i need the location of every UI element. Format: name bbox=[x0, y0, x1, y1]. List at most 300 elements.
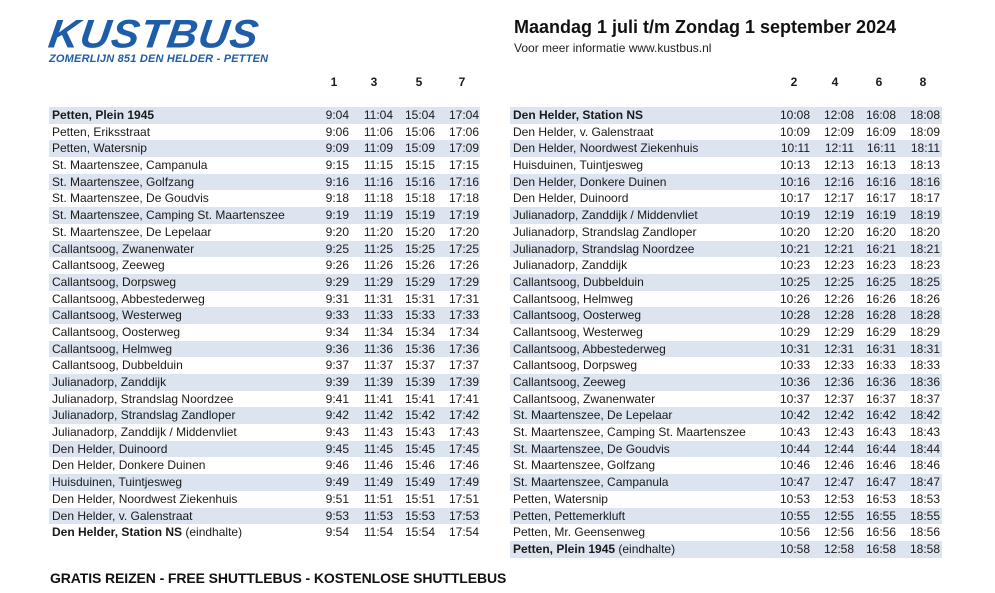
departure-time: 9:15 bbox=[325, 158, 349, 173]
departure-time: 11:51 bbox=[363, 491, 393, 506]
table-row bbox=[510, 224, 942, 241]
trip-number-header bbox=[49, 75, 480, 107]
departure-time: 16:44 bbox=[865, 441, 896, 456]
stop-name bbox=[52, 407, 235, 424]
departure-time: 11:29 bbox=[363, 274, 393, 289]
departure-time: 17:53 bbox=[448, 508, 479, 523]
departure-time: 17:09 bbox=[448, 141, 479, 156]
departure-time: 17:25 bbox=[448, 241, 479, 256]
departure-time: 12:20 bbox=[823, 224, 854, 239]
departure-time: 15:43 bbox=[404, 425, 435, 440]
departure-time: 12:11 bbox=[824, 141, 854, 156]
departure-time: 18:56 bbox=[909, 525, 940, 540]
stop-name bbox=[513, 307, 641, 324]
stop-name bbox=[52, 224, 211, 241]
departure-time: 12:31 bbox=[823, 341, 854, 356]
departure-time: 11:42 bbox=[363, 408, 393, 423]
departure-time: 18:09 bbox=[909, 124, 940, 139]
stop-label: Julianadorp, Strandslag Noordzee bbox=[52, 391, 234, 406]
kustbus-logo bbox=[45, 11, 279, 65]
stop-name bbox=[52, 441, 167, 458]
stop-label: Callantsoog, Helmweg bbox=[52, 341, 173, 356]
table-row bbox=[49, 291, 480, 308]
table-row bbox=[49, 457, 480, 474]
departure-time: 15:46 bbox=[404, 458, 435, 473]
departure-time: 15:37 bbox=[404, 358, 435, 373]
departure-time: 9:51 bbox=[325, 491, 349, 506]
departure-time: 18:26 bbox=[909, 291, 940, 306]
departure-time: 16:58 bbox=[865, 541, 896, 556]
stop-name bbox=[52, 374, 166, 391]
departure-time: 17:20 bbox=[448, 224, 479, 239]
stop-name bbox=[513, 224, 696, 241]
departure-time: 9:25 bbox=[325, 241, 349, 256]
departure-time: 18:13 bbox=[909, 158, 940, 173]
stop-name bbox=[513, 207, 698, 224]
departure-time: 12:29 bbox=[823, 324, 854, 339]
departure-time: 12:43 bbox=[823, 425, 854, 440]
table-row bbox=[510, 207, 942, 224]
stop-name bbox=[513, 241, 694, 258]
departure-time: 9:41 bbox=[325, 391, 349, 406]
departure-time: 12:46 bbox=[823, 458, 854, 473]
stop-name bbox=[513, 424, 746, 441]
departure-time: 11:43 bbox=[363, 425, 393, 440]
stop-label: Callantsoog, Dorpsweg bbox=[52, 274, 177, 289]
stop-name bbox=[52, 457, 205, 474]
stop-name bbox=[513, 157, 643, 174]
stop-name bbox=[513, 391, 655, 408]
table-row bbox=[510, 374, 942, 391]
departure-time: 10:31 bbox=[779, 341, 810, 356]
departure-time: 16:46 bbox=[865, 458, 896, 473]
departure-time: 11:53 bbox=[363, 508, 393, 523]
departure-time: 15:34 bbox=[404, 324, 435, 339]
stop-name bbox=[513, 441, 670, 458]
table-row bbox=[49, 124, 480, 141]
departure-time: 10:33 bbox=[779, 358, 810, 373]
table-row bbox=[510, 274, 942, 291]
stop-name bbox=[513, 140, 698, 157]
departure-time: 15:31 bbox=[404, 291, 435, 306]
departure-time: 16:11 bbox=[866, 141, 896, 156]
info-line: Voor meer informatie www.kustbus.nl bbox=[514, 41, 712, 55]
departure-time: 11:31 bbox=[363, 291, 393, 306]
stop-label: Julianadorp, Strandslag Zandloper bbox=[52, 408, 236, 423]
stop-label: Den Helder, Duinoord bbox=[52, 441, 168, 456]
departure-time: 15:26 bbox=[404, 258, 435, 273]
departure-time: 12:58 bbox=[823, 541, 854, 556]
departure-time: 16:25 bbox=[865, 274, 896, 289]
departure-time: 15:06 bbox=[404, 124, 435, 139]
stop-name bbox=[52, 107, 154, 124]
departure-time: 12:13 bbox=[823, 158, 854, 173]
stop-label: Julianadorp, Strandslag Zandloper bbox=[513, 224, 697, 239]
departure-time: 17:49 bbox=[448, 475, 479, 490]
departure-time: 15:15 bbox=[404, 158, 435, 173]
departure-time: 16:55 bbox=[865, 508, 896, 523]
departure-time: 9:26 bbox=[325, 258, 349, 273]
departure-time: 10:16 bbox=[779, 174, 810, 189]
table-row bbox=[49, 190, 480, 207]
stop-label: St. Maartenszee, Golfzang bbox=[52, 174, 195, 189]
timetable-rows bbox=[510, 107, 942, 558]
table-row bbox=[510, 324, 942, 341]
departure-time: 10:20 bbox=[779, 224, 810, 239]
departure-time: 11:04 bbox=[363, 108, 393, 122]
departure-time: 18:21 bbox=[909, 241, 940, 256]
departure-time: 10:55 bbox=[779, 508, 810, 523]
stop-name bbox=[513, 357, 637, 374]
departure-time: 16:09 bbox=[865, 124, 896, 139]
departure-time: 11:18 bbox=[363, 191, 393, 206]
departure-time: 16:33 bbox=[865, 358, 896, 373]
stop-label: Callantsoog, Abbestederweg bbox=[52, 291, 205, 306]
trip-number: 8 bbox=[919, 75, 927, 89]
stop-name bbox=[52, 424, 237, 441]
departure-time: 12:17 bbox=[823, 191, 854, 206]
departure-time: 11:26 bbox=[363, 258, 393, 273]
departure-time: 9:20 bbox=[325, 224, 349, 239]
departure-time: 18:46 bbox=[909, 458, 940, 473]
stop-name bbox=[52, 291, 205, 308]
departure-time: 12:47 bbox=[823, 475, 854, 490]
stop-name bbox=[513, 541, 675, 558]
departure-time: 15:09 bbox=[404, 141, 435, 156]
timetable-rows bbox=[49, 107, 480, 541]
stop-label: Callantsoog, Abbestederweg bbox=[513, 341, 666, 356]
free-travel-banner: GRATIS REIZEN - FREE SHUTTLEBUS - KOSTENLOSE SHUTTLEBUS bbox=[50, 570, 507, 586]
stop-label: Callantsoog, Dorpsweg bbox=[513, 358, 638, 373]
trip-number: 5 bbox=[415, 75, 423, 89]
table-row bbox=[49, 257, 480, 274]
departure-time: 15:42 bbox=[404, 408, 435, 423]
table-row bbox=[49, 140, 480, 157]
departure-time: 10:58 bbox=[779, 541, 810, 556]
table-row bbox=[49, 508, 480, 525]
stop-name bbox=[513, 291, 633, 308]
departure-time: 10:19 bbox=[779, 208, 810, 223]
stop-label: Julianadorp, Strandslag Noordzee bbox=[513, 241, 695, 256]
departure-time: 17:04 bbox=[448, 108, 479, 122]
stop-name bbox=[52, 124, 150, 141]
departure-time: 16:26 bbox=[865, 291, 896, 306]
stop-name bbox=[52, 274, 176, 291]
table-row bbox=[510, 357, 942, 374]
departure-time: 15:54 bbox=[404, 525, 435, 540]
departure-time: 12:53 bbox=[823, 491, 854, 506]
departure-time: 11:49 bbox=[363, 475, 393, 490]
departure-time: 11:06 bbox=[363, 124, 393, 139]
departure-time: 10:13 bbox=[779, 158, 810, 173]
departure-time: 10:56 bbox=[779, 525, 810, 540]
departure-time: 11:25 bbox=[363, 241, 393, 256]
stop-name bbox=[513, 407, 672, 424]
departure-time: 15:20 bbox=[404, 224, 435, 239]
stop-name bbox=[513, 124, 654, 141]
table-row bbox=[510, 474, 942, 491]
departure-time: 16:08 bbox=[865, 108, 896, 122]
departure-time: 18:16 bbox=[909, 174, 940, 189]
stop-name bbox=[513, 257, 627, 274]
departure-time: 16:42 bbox=[865, 408, 896, 423]
stop-label: St. Maartenszee, Campanula bbox=[513, 475, 669, 490]
stop-name bbox=[513, 457, 655, 474]
departure-time: 10:37 bbox=[779, 391, 810, 406]
table-row bbox=[510, 524, 942, 541]
departure-time: 18:19 bbox=[909, 208, 940, 223]
departure-time: 17:37 bbox=[448, 358, 479, 373]
departure-time: 12:09 bbox=[823, 124, 854, 139]
departure-time: 10:26 bbox=[779, 291, 810, 306]
departure-time: 17:41 bbox=[448, 391, 479, 406]
stop-name bbox=[52, 357, 183, 374]
departure-time: 15:51 bbox=[404, 491, 435, 506]
stop-name bbox=[513, 508, 625, 525]
stop-name bbox=[513, 107, 643, 124]
departure-time: 9:09 bbox=[325, 141, 349, 156]
departure-time: 11:16 bbox=[363, 174, 393, 189]
departure-time: 12:21 bbox=[823, 241, 854, 256]
table-row bbox=[49, 157, 480, 174]
departure-time: 11:20 bbox=[363, 224, 393, 239]
departure-time: 15:18 bbox=[404, 191, 435, 206]
departure-time: 9:18 bbox=[325, 191, 349, 206]
departure-time: 10:09 bbox=[779, 124, 810, 139]
table-row bbox=[510, 391, 942, 408]
departure-time: 12:36 bbox=[823, 375, 854, 389]
stop-label: Huisduinen, Tuintjesweg bbox=[52, 475, 183, 490]
departure-time: 17:33 bbox=[448, 308, 479, 323]
departure-time: 17:51 bbox=[448, 491, 479, 506]
trip-number: 1 bbox=[330, 75, 338, 89]
departure-time: 9:34 bbox=[325, 324, 349, 339]
departure-time: 18:36 bbox=[909, 375, 940, 389]
stop-label: Petten, Mr. Geensenweg bbox=[513, 525, 646, 540]
departure-time: 16:21 bbox=[865, 241, 896, 256]
trip-number: 3 bbox=[370, 75, 378, 89]
departure-time: 12:26 bbox=[823, 291, 854, 306]
table-row bbox=[510, 508, 942, 525]
table-row bbox=[49, 424, 480, 441]
table-row bbox=[49, 374, 480, 391]
departure-time: 10:43 bbox=[779, 425, 810, 440]
departure-time: 17:18 bbox=[448, 191, 479, 206]
departure-time: 10:17 bbox=[779, 191, 810, 206]
departure-time: 9:42 bbox=[325, 408, 349, 423]
table-row bbox=[510, 107, 942, 124]
departure-time: 15:49 bbox=[404, 475, 435, 490]
departure-time: 9:16 bbox=[325, 174, 349, 189]
departure-time: 9:45 bbox=[325, 441, 349, 456]
departure-time: 16:29 bbox=[865, 324, 896, 339]
stop-note: (eindhalte) bbox=[615, 541, 676, 556]
departure-time: 18:08 bbox=[909, 108, 940, 122]
table-row bbox=[510, 541, 942, 558]
stop-name bbox=[52, 257, 165, 274]
departure-time: 18:20 bbox=[909, 224, 940, 239]
departure-time: 17:43 bbox=[448, 425, 479, 440]
stop-label: Den Helder, Donkere Duinen bbox=[52, 458, 206, 473]
departure-time: 16:28 bbox=[865, 308, 896, 323]
departure-time: 9:29 bbox=[325, 274, 349, 289]
stop-label: Julianadorp, Zanddijk / Middenvliet bbox=[513, 208, 698, 223]
stop-label: Den Helder, Station NS bbox=[52, 525, 183, 540]
departure-time: 10:44 bbox=[779, 441, 810, 456]
table-row bbox=[510, 491, 942, 508]
departure-time: 17:45 bbox=[448, 441, 479, 456]
departure-time: 17:15 bbox=[448, 158, 479, 173]
stop-label: Julianadorp, Zanddijk / Middenvliet bbox=[52, 425, 237, 440]
timetable-petten-den-helder bbox=[49, 75, 480, 541]
stop-label: St. Maartenszee, Golfzang bbox=[513, 458, 656, 473]
departure-time: 11:34 bbox=[363, 324, 393, 339]
departure-time: 10:08 bbox=[779, 108, 810, 122]
departure-time: 10:53 bbox=[779, 491, 810, 506]
stop-label: Den Helder, Noordwest Ziekenhuis bbox=[513, 141, 699, 156]
departure-time: 16:23 bbox=[865, 258, 896, 273]
table-row bbox=[49, 174, 480, 191]
departure-time: 9:54 bbox=[325, 525, 349, 540]
departure-time: 9:46 bbox=[325, 458, 349, 473]
stop-label: Den Helder, Noordwest Ziekenhuis bbox=[52, 491, 238, 506]
departure-time: 17:06 bbox=[448, 124, 479, 139]
departure-time: 12:33 bbox=[823, 358, 854, 373]
stop-name bbox=[513, 190, 628, 207]
departure-time: 11:37 bbox=[363, 358, 393, 373]
stop-label: Callantsoog, Oosterweg bbox=[513, 308, 642, 323]
stop-name bbox=[52, 524, 242, 541]
departure-time: 17:29 bbox=[448, 274, 479, 289]
stop-label: Petten, Plein 1945 bbox=[513, 541, 616, 556]
stop-label: St. Maartenszee, Camping St. Maartenszee bbox=[513, 425, 746, 440]
stop-label: Callantsoog, Helmweg bbox=[513, 291, 634, 306]
departure-time: 17:42 bbox=[448, 408, 479, 423]
departure-time: 10:47 bbox=[779, 475, 810, 490]
departure-time: 12:55 bbox=[823, 508, 854, 523]
table-row bbox=[49, 207, 480, 224]
departure-time: 10:46 bbox=[779, 458, 810, 473]
departure-time: 18:55 bbox=[909, 508, 940, 523]
stop-name bbox=[52, 174, 194, 191]
stop-label: Callantsoog, Zeeweg bbox=[52, 258, 165, 273]
table-row bbox=[49, 474, 480, 491]
departure-time: 16:16 bbox=[865, 174, 896, 189]
stop-label: Petten, Watersnip bbox=[52, 141, 147, 156]
trip-number: 6 bbox=[875, 75, 883, 89]
departure-time: 18:31 bbox=[909, 341, 940, 356]
stop-label: Petten, Pettemerkluft bbox=[513, 508, 626, 523]
stop-label: Julianadorp, Zanddijk bbox=[513, 258, 628, 273]
departure-time: 11:19 bbox=[363, 208, 393, 223]
table-row bbox=[510, 341, 942, 358]
departure-time: 12:37 bbox=[823, 391, 854, 406]
table-row bbox=[510, 157, 942, 174]
departure-time: 16:37 bbox=[865, 391, 896, 406]
departure-time: 10:29 bbox=[779, 324, 810, 339]
departure-time: 16:36 bbox=[865, 375, 896, 389]
departure-time: 10:36 bbox=[779, 375, 810, 389]
stop-label: Callantsoog, Dubbelduin bbox=[513, 274, 644, 289]
departure-time: 10:25 bbox=[779, 274, 810, 289]
timetable-den-helder-petten bbox=[510, 75, 942, 558]
departure-time: 15:29 bbox=[404, 274, 435, 289]
departure-time: 15:25 bbox=[404, 241, 435, 256]
departure-time: 18:23 bbox=[909, 258, 940, 273]
departure-time: 9:06 bbox=[325, 124, 349, 139]
table-row bbox=[49, 107, 480, 124]
table-row bbox=[510, 307, 942, 324]
table-row bbox=[510, 190, 942, 207]
stop-name bbox=[52, 140, 147, 157]
departure-time: 9:36 bbox=[325, 341, 349, 356]
stop-label: Julianadorp, Zanddijk bbox=[52, 375, 167, 389]
stop-label: Callantsoog, Zwanenwater bbox=[52, 241, 195, 256]
trip-number: 2 bbox=[790, 75, 798, 89]
departure-time: 9:19 bbox=[325, 208, 349, 223]
departure-time: 16:47 bbox=[865, 475, 896, 490]
stop-name bbox=[52, 508, 193, 525]
departure-time: 18:28 bbox=[909, 308, 940, 323]
trip-number-header bbox=[510, 75, 942, 107]
departure-time: 12:56 bbox=[823, 525, 854, 540]
departure-time: 12:16 bbox=[823, 174, 854, 189]
departure-time: 18:25 bbox=[909, 274, 940, 289]
departure-time: 9:53 bbox=[325, 508, 349, 523]
departure-time: 12:19 bbox=[823, 208, 854, 223]
stop-label: St. Maartenszee, De Goudvis bbox=[513, 441, 670, 456]
departure-time: 18:58 bbox=[909, 541, 940, 556]
departure-time: 9:39 bbox=[325, 375, 349, 389]
stop-name bbox=[513, 274, 644, 291]
stop-label: Den Helder, Station NS bbox=[513, 108, 644, 122]
logo-title: KUSTBUS bbox=[45, 11, 263, 56]
stop-label: Callantsoog, Zwanenwater bbox=[513, 391, 656, 406]
stop-label: St. Maartenszee, Camping St. Maartenszee bbox=[52, 208, 285, 223]
departure-time: 9:37 bbox=[325, 358, 349, 373]
departure-time: 16:53 bbox=[865, 491, 896, 506]
departure-time: 18:43 bbox=[909, 425, 940, 440]
stop-name bbox=[513, 374, 626, 391]
departure-time: 9:31 bbox=[325, 291, 349, 306]
stop-note: (eindhalte) bbox=[182, 525, 243, 540]
table-row bbox=[49, 357, 480, 374]
departure-time: 12:42 bbox=[823, 408, 854, 423]
table-row bbox=[510, 441, 942, 458]
departure-time: 11:41 bbox=[363, 391, 393, 406]
departure-time: 15:33 bbox=[404, 308, 435, 323]
stop-name bbox=[513, 474, 668, 491]
departure-time: 12:23 bbox=[823, 258, 854, 273]
stop-label: Petten, Plein 1945 bbox=[52, 108, 155, 122]
stop-name bbox=[52, 157, 207, 174]
departure-time: 15:53 bbox=[404, 508, 435, 523]
departure-time: 12:44 bbox=[823, 441, 854, 456]
departure-time: 16:43 bbox=[865, 425, 896, 440]
departure-time: 17:46 bbox=[448, 458, 479, 473]
departure-time: 16:31 bbox=[865, 341, 896, 356]
table-row bbox=[510, 291, 942, 308]
stop-name bbox=[52, 190, 209, 207]
departure-time: 17:16 bbox=[448, 174, 479, 189]
departure-time: 11:15 bbox=[363, 158, 393, 173]
departure-time: 15:04 bbox=[404, 108, 435, 122]
departure-time: 18:11 bbox=[910, 141, 940, 156]
departure-time: 15:45 bbox=[404, 441, 435, 456]
table-row bbox=[510, 241, 942, 258]
stop-name bbox=[513, 341, 666, 358]
table-row bbox=[49, 441, 480, 458]
